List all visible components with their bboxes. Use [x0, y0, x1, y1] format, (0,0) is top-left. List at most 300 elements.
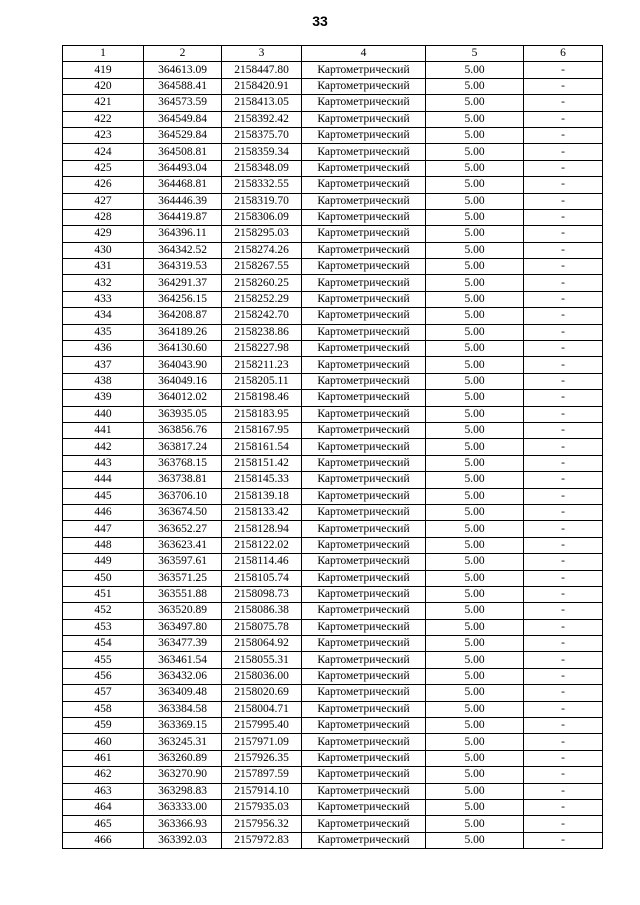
table-cell: Картометрический	[302, 718, 426, 734]
table-row	[63, 406, 603, 422]
table-row	[63, 832, 603, 848]
table-row	[63, 488, 603, 504]
table-cell: -	[524, 521, 603, 537]
table-cell: 5.00	[426, 554, 524, 570]
table-cell: 432	[63, 275, 144, 291]
table-cell: 5.00	[426, 652, 524, 668]
table-cell: -	[524, 341, 603, 357]
table-cell: 363384.58	[144, 701, 222, 717]
table-cell: 430	[63, 242, 144, 258]
table-cell: 364396.11	[144, 226, 222, 242]
table-cell: Картометрический	[302, 521, 426, 537]
table-cell: -	[524, 504, 603, 520]
table-cell: 2158260.25	[222, 275, 302, 291]
table-row	[63, 750, 603, 766]
table-cell: 2157914.10	[222, 783, 302, 799]
table-cell: 363768.15	[144, 455, 222, 471]
table-cell: 466	[63, 832, 144, 848]
table-cell: 364508.81	[144, 144, 222, 160]
table-cell: 2158447.80	[222, 62, 302, 78]
table-cell: 5.00	[426, 668, 524, 684]
table-cell: 363366.93	[144, 816, 222, 832]
table-cell: -	[524, 308, 603, 324]
table-cell: Картометрический	[302, 570, 426, 586]
table-cell: 2158420.91	[222, 78, 302, 94]
table-cell: 459	[63, 718, 144, 734]
table-cell: 5.00	[426, 570, 524, 586]
table-cell: 454	[63, 636, 144, 652]
table-cell: 2158252.29	[222, 291, 302, 307]
table-cell: Картометрический	[302, 504, 426, 520]
table-cell: 453	[63, 619, 144, 635]
table-cell: 363432.06	[144, 668, 222, 684]
table-cell: 364043.90	[144, 357, 222, 373]
table-cell: 5.00	[426, 160, 524, 176]
table-cell: -	[524, 209, 603, 225]
table-cell: 2158161.54	[222, 439, 302, 455]
table-cell: -	[524, 439, 603, 455]
table-cell: 5.00	[426, 144, 524, 160]
table-cell: 2158151.42	[222, 455, 302, 471]
table-row	[63, 357, 603, 373]
table-row	[63, 554, 603, 570]
table-cell: 425	[63, 160, 144, 176]
table-cell: Картометрический	[302, 799, 426, 815]
table-cell: -	[524, 226, 603, 242]
table-cell: -	[524, 177, 603, 193]
table-cell: 427	[63, 193, 144, 209]
table-cell: 2158128.94	[222, 521, 302, 537]
table-cell: 5.00	[426, 537, 524, 553]
table-cell: 431	[63, 259, 144, 275]
table-cell: 461	[63, 750, 144, 766]
table-row	[63, 144, 603, 160]
table-cell: Картометрический	[302, 144, 426, 160]
table-cell: 442	[63, 439, 144, 455]
table-cell: -	[524, 570, 603, 586]
table-cell: -	[524, 734, 603, 750]
table-row	[63, 324, 603, 340]
table-cell: 364468.81	[144, 177, 222, 193]
table-cell: 2158306.09	[222, 209, 302, 225]
table-cell: 2158064.92	[222, 636, 302, 652]
table-cell: 450	[63, 570, 144, 586]
table-cell: Картометрический	[302, 160, 426, 176]
table-cell: 5.00	[426, 586, 524, 602]
table-cell: 5.00	[426, 603, 524, 619]
table-row	[63, 422, 603, 438]
table-cell: 444	[63, 472, 144, 488]
table-cell: 363260.89	[144, 750, 222, 766]
table-cell: 423	[63, 127, 144, 143]
table-cell: Картометрический	[302, 652, 426, 668]
table-cell: Картометрический	[302, 357, 426, 373]
table-cell: 2158086.38	[222, 603, 302, 619]
table-cell: Картометрический	[302, 685, 426, 701]
table-cell: Картометрический	[302, 341, 426, 357]
table-cell: Картометрический	[302, 586, 426, 602]
table-cell: Картометрический	[302, 291, 426, 307]
table-cell: -	[524, 291, 603, 307]
table-cell: -	[524, 619, 603, 635]
table-cell: 439	[63, 390, 144, 406]
table-cell: 443	[63, 455, 144, 471]
table-cell: 5.00	[426, 422, 524, 438]
table-row	[63, 209, 603, 225]
table-cell: Картометрический	[302, 422, 426, 438]
table-cell: 5.00	[426, 111, 524, 127]
table-cell: 2157995.40	[222, 718, 302, 734]
table-row	[63, 685, 603, 701]
table-cell: 363652.27	[144, 521, 222, 537]
table-cell: 5.00	[426, 783, 524, 799]
table-cell: -	[524, 636, 603, 652]
table-cell: -	[524, 242, 603, 258]
table-row	[63, 160, 603, 176]
table-cell: 364529.84	[144, 127, 222, 143]
table-cell: 2158227.98	[222, 341, 302, 357]
table-cell: 363520.89	[144, 603, 222, 619]
table-cell: 419	[63, 62, 144, 78]
table-cell: -	[524, 586, 603, 602]
table-cell: 440	[63, 406, 144, 422]
table-row	[63, 701, 603, 717]
table-body	[63, 46, 603, 849]
table-cell: 364319.53	[144, 259, 222, 275]
table-cell: 364419.87	[144, 209, 222, 225]
table-cell: 5.00	[426, 816, 524, 832]
table-cell: -	[524, 652, 603, 668]
table-cell: 363935.05	[144, 406, 222, 422]
table-cell: 5.00	[426, 226, 524, 242]
table-cell: 5.00	[426, 127, 524, 143]
table-cell: Картометрический	[302, 226, 426, 242]
table-row	[63, 504, 603, 520]
table-cell: Картометрический	[302, 734, 426, 750]
table-cell: 363597.61	[144, 554, 222, 570]
table-cell: -	[524, 275, 603, 291]
column-header: 2	[144, 46, 222, 62]
table-cell: 2157972.83	[222, 832, 302, 848]
table-cell: 5.00	[426, 504, 524, 520]
table-cell: 5.00	[426, 209, 524, 225]
table-cell: Картометрический	[302, 750, 426, 766]
table-cell: Картометрический	[302, 554, 426, 570]
table-cell: 2158020.69	[222, 685, 302, 701]
table-cell: Картометрический	[302, 209, 426, 225]
table-cell: 364049.16	[144, 373, 222, 389]
table-cell: 462	[63, 767, 144, 783]
table-row	[63, 816, 603, 832]
table-cell: 464	[63, 799, 144, 815]
table-cell: 5.00	[426, 242, 524, 258]
table-cell: 429	[63, 226, 144, 242]
table-cell: -	[524, 357, 603, 373]
table-cell: 363571.25	[144, 570, 222, 586]
table-cell: 5.00	[426, 472, 524, 488]
table-row	[63, 62, 603, 78]
table-cell: 2158145.33	[222, 472, 302, 488]
table-cell: 2158036.00	[222, 668, 302, 684]
table-row	[63, 439, 603, 455]
table-cell: 455	[63, 652, 144, 668]
table-cell: 465	[63, 816, 144, 832]
table-cell: 5.00	[426, 291, 524, 307]
table-cell: Картометрический	[302, 111, 426, 127]
table-cell: Картометрический	[302, 488, 426, 504]
table-cell: 463	[63, 783, 144, 799]
table-row	[63, 537, 603, 553]
table-cell: 2158198.46	[222, 390, 302, 406]
table-cell: 364613.09	[144, 62, 222, 78]
table-cell: 363333.00	[144, 799, 222, 815]
table-cell: 2158267.55	[222, 259, 302, 275]
table-cell: -	[524, 767, 603, 783]
table-cell: 5.00	[426, 62, 524, 78]
table-row	[63, 586, 603, 602]
table-cell: -	[524, 603, 603, 619]
table-cell: 2158098.73	[222, 586, 302, 602]
table-cell: Картометрический	[302, 193, 426, 209]
table-cell: 2158332.55	[222, 177, 302, 193]
table-cell: Картометрический	[302, 177, 426, 193]
table-row	[63, 668, 603, 684]
table-row	[63, 242, 603, 258]
table-cell: 5.00	[426, 619, 524, 635]
column-header: 1	[63, 46, 144, 62]
table-cell: 363856.76	[144, 422, 222, 438]
table-row	[63, 767, 603, 783]
table-cell: 2158167.95	[222, 422, 302, 438]
table-cell: -	[524, 685, 603, 701]
table-cell: Картометрический	[302, 242, 426, 258]
table-cell: Картометрический	[302, 275, 426, 291]
table-cell: 364208.87	[144, 308, 222, 324]
table-cell: 2158319.70	[222, 193, 302, 209]
table-cell: 424	[63, 144, 144, 160]
table-cell: 2158055.31	[222, 652, 302, 668]
table-cell: 458	[63, 701, 144, 717]
table-cell: 364012.02	[144, 390, 222, 406]
table-cell: -	[524, 832, 603, 848]
table-cell: 5.00	[426, 308, 524, 324]
table-row	[63, 636, 603, 652]
table-row	[63, 603, 603, 619]
table-cell: -	[524, 390, 603, 406]
table-cell: 436	[63, 341, 144, 357]
table-row	[63, 718, 603, 734]
table-cell: Картометрический	[302, 537, 426, 553]
table-cell: Картометрический	[302, 701, 426, 717]
table-cell: 435	[63, 324, 144, 340]
table-cell: 363738.81	[144, 472, 222, 488]
table-cell: 364291.37	[144, 275, 222, 291]
table-cell: 2157935.03	[222, 799, 302, 815]
table-row	[63, 373, 603, 389]
table-row	[63, 799, 603, 815]
table-cell: 5.00	[426, 390, 524, 406]
table-cell: -	[524, 144, 603, 160]
table-cell: 5.00	[426, 832, 524, 848]
table-cell: 452	[63, 603, 144, 619]
table-cell: 363461.54	[144, 652, 222, 668]
table-cell: -	[524, 799, 603, 815]
table-cell: 2158295.03	[222, 226, 302, 242]
table-cell: 363409.48	[144, 685, 222, 701]
table-cell: 363674.50	[144, 504, 222, 520]
table-cell: -	[524, 406, 603, 422]
table-cell: Картометрический	[302, 324, 426, 340]
table-row	[63, 521, 603, 537]
table-cell: 2158139.18	[222, 488, 302, 504]
table-cell: 2158183.95	[222, 406, 302, 422]
table-cell: 5.00	[426, 78, 524, 94]
table-cell: 2158105.74	[222, 570, 302, 586]
table-cell: -	[524, 488, 603, 504]
table-row	[63, 619, 603, 635]
table-cell: 422	[63, 111, 144, 127]
table-row	[63, 291, 603, 307]
table-cell: 5.00	[426, 177, 524, 193]
table-cell: -	[524, 422, 603, 438]
table-cell: -	[524, 324, 603, 340]
table-cell: 363623.41	[144, 537, 222, 553]
table-row	[63, 341, 603, 357]
table-cell: 451	[63, 586, 144, 602]
table-cell: 5.00	[426, 324, 524, 340]
table-cell: -	[524, 127, 603, 143]
table-cell: Картометрический	[302, 472, 426, 488]
table-cell: 2158211.23	[222, 357, 302, 373]
table-cell: 363270.90	[144, 767, 222, 783]
table-cell: 446	[63, 504, 144, 520]
table-cell: -	[524, 783, 603, 799]
table-cell: -	[524, 718, 603, 734]
table-cell: 364256.15	[144, 291, 222, 307]
table-cell: 5.00	[426, 718, 524, 734]
table-cell: 5.00	[426, 406, 524, 422]
table-cell: 364446.39	[144, 193, 222, 209]
page-number: 33	[312, 13, 328, 29]
table-cell: 2157956.32	[222, 816, 302, 832]
table-cell: Картометрический	[302, 832, 426, 848]
table-row	[63, 308, 603, 324]
table-cell: 449	[63, 554, 144, 570]
table-cell: 441	[63, 422, 144, 438]
table-cell: -	[524, 668, 603, 684]
table-cell: -	[524, 111, 603, 127]
table-cell: 364189.26	[144, 324, 222, 340]
table-cell: Картометрический	[302, 636, 426, 652]
table-cell: 5.00	[426, 275, 524, 291]
table-cell: Картометрический	[302, 62, 426, 78]
table-row	[63, 111, 603, 127]
table-cell: 364493.04	[144, 160, 222, 176]
table-row	[63, 95, 603, 111]
table-cell: 434	[63, 308, 144, 324]
table-cell: 5.00	[426, 488, 524, 504]
table-cell: 363477.39	[144, 636, 222, 652]
table-row	[63, 455, 603, 471]
table-cell: 2158392.42	[222, 111, 302, 127]
table-cell: 5.00	[426, 799, 524, 815]
table-cell: 2158242.70	[222, 308, 302, 324]
table-cell: Картометрический	[302, 127, 426, 143]
table-cell: 364130.60	[144, 341, 222, 357]
table-cell: 363392.03	[144, 832, 222, 848]
table-cell: Картометрический	[302, 373, 426, 389]
table-cell: 437	[63, 357, 144, 373]
table-cell: 363706.10	[144, 488, 222, 504]
table-cell: 5.00	[426, 685, 524, 701]
table-row	[63, 78, 603, 94]
table-cell: 2158205.11	[222, 373, 302, 389]
table-row	[63, 177, 603, 193]
table-cell: 2158238.86	[222, 324, 302, 340]
table-row	[63, 734, 603, 750]
table-cell: 2158114.46	[222, 554, 302, 570]
table-cell: Картометрический	[302, 767, 426, 783]
table-cell: 363298.83	[144, 783, 222, 799]
table-cell: 2158375.70	[222, 127, 302, 143]
table-row	[63, 652, 603, 668]
table-cell: -	[524, 816, 603, 832]
table-cell: -	[524, 554, 603, 570]
table-cell: 363551.88	[144, 586, 222, 602]
table-cell: Картометрический	[302, 455, 426, 471]
table-cell: Картометрический	[302, 78, 426, 94]
table-cell: Картометрический	[302, 619, 426, 635]
table-cell: Картометрический	[302, 390, 426, 406]
table-cell: Картометрический	[302, 308, 426, 324]
table-cell: 5.00	[426, 193, 524, 209]
column-header: 3	[222, 46, 302, 62]
table-cell: 5.00	[426, 259, 524, 275]
table-cell: 2158359.34	[222, 144, 302, 160]
table-cell: 5.00	[426, 701, 524, 717]
table-cell: Картометрический	[302, 668, 426, 684]
table-row	[63, 259, 603, 275]
table-cell: 2157897.59	[222, 767, 302, 783]
column-header: 6	[524, 46, 603, 62]
table-cell: 2157926.35	[222, 750, 302, 766]
table-cell: -	[524, 259, 603, 275]
table-cell: 5.00	[426, 636, 524, 652]
table-cell: 445	[63, 488, 144, 504]
table-row	[63, 193, 603, 209]
table-cell: -	[524, 95, 603, 111]
table-row	[63, 275, 603, 291]
table-cell: -	[524, 750, 603, 766]
table-cell: 5.00	[426, 341, 524, 357]
table-cell: Картометрический	[302, 603, 426, 619]
table-cell: -	[524, 62, 603, 78]
table-cell: 2158348.09	[222, 160, 302, 176]
table-cell: 428	[63, 209, 144, 225]
table-cell: 2158075.78	[222, 619, 302, 635]
table-cell: 364588.41	[144, 78, 222, 94]
column-header: 4	[302, 46, 426, 62]
table-cell: -	[524, 373, 603, 389]
table-cell: 5.00	[426, 734, 524, 750]
table-cell: -	[524, 455, 603, 471]
table-row	[63, 127, 603, 143]
table-cell: 363497.80	[144, 619, 222, 635]
table-cell: 5.00	[426, 439, 524, 455]
table-cell: Картометрический	[302, 816, 426, 832]
table-cell: Картометрический	[302, 259, 426, 275]
table-cell: 420	[63, 78, 144, 94]
